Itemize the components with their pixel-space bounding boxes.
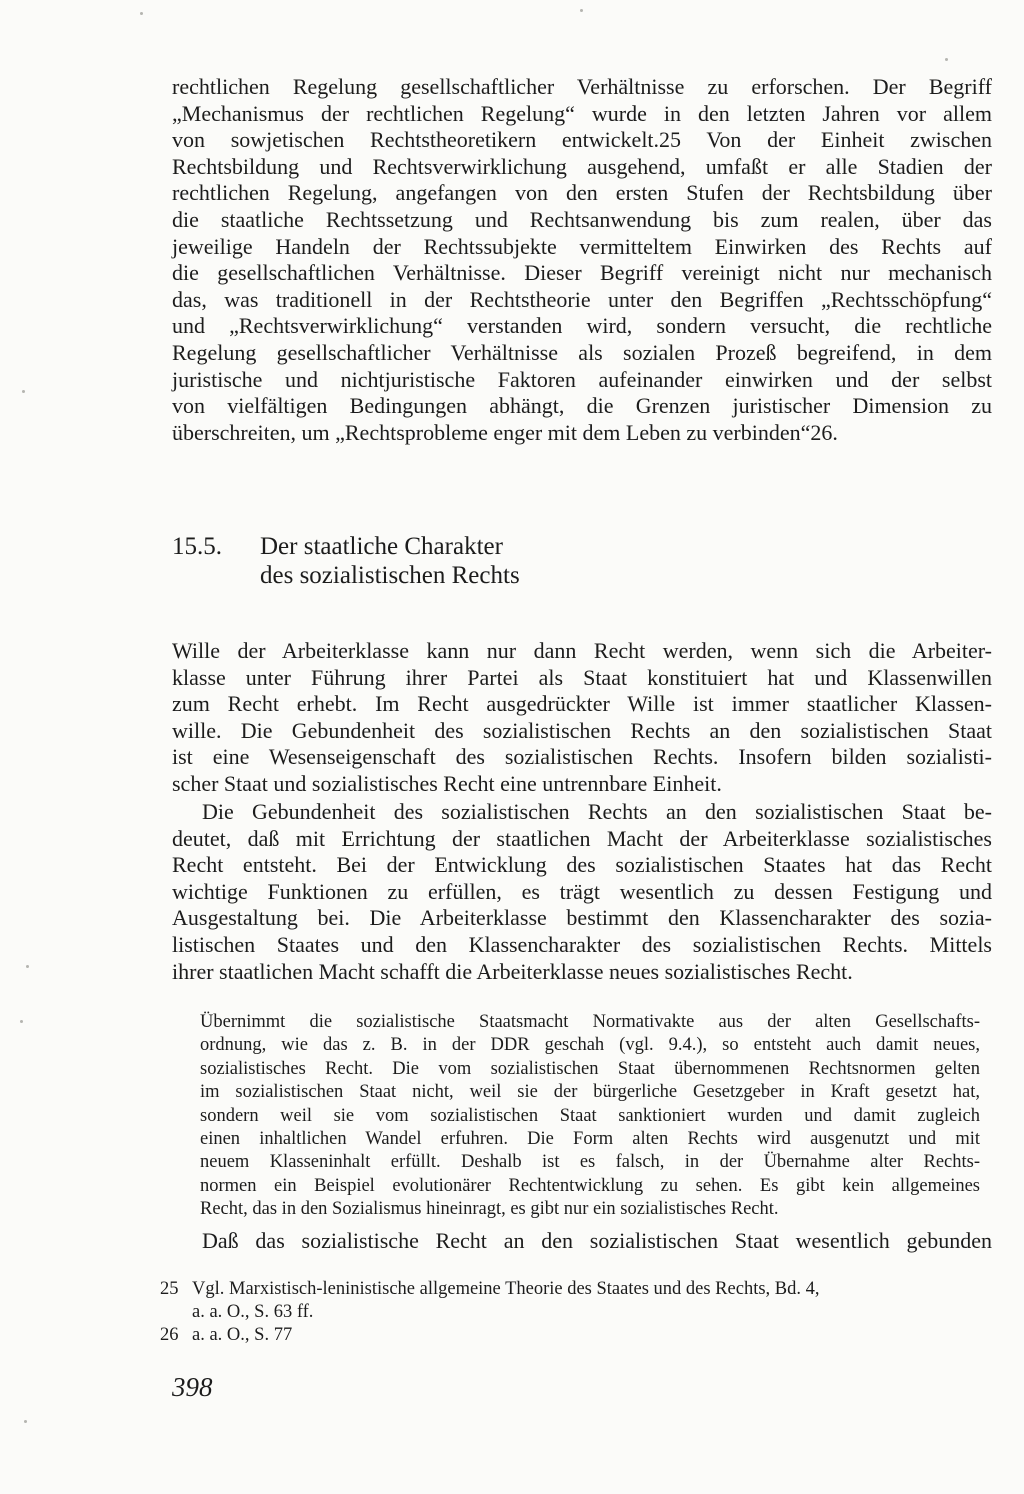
note-line: Übernimmt die sozialistische Staatsmacht Normativakte aus der alten Gesellschafts- (200, 1012, 980, 1032)
section-title (260, 532, 520, 590)
text-line: ihrer staatlichen Macht schafft die Arbeiterklasse neues sozialistisches Recht. (172, 958, 853, 984)
note-line: einen inhaltlichen Wandel erfuhren. Die Form alten Rechts wird ausgenutzt und mit (200, 1129, 980, 1150)
text-line: von vielfältigen Bedingungen abhängt, die Grenzen juristischer Dimension zu (172, 393, 992, 419)
text-line: Daß das sozialistische Recht an den sozialistischen Staat wesentlich gebunden (202, 1228, 992, 1253)
text-line: listischen Staates und den Klassencharakter des sozialistischen Rechts. Mittels (172, 931, 992, 957)
text-line: und „Rechtsverwirklichung“ verstanden wird, sondern versucht, die rechtliche (172, 313, 992, 339)
paragraph-3 (172, 799, 992, 985)
text-line: deutet, daß mit Errichtung der staatlichen Macht der Arbeiterklasse sozialistisches (172, 825, 992, 851)
small-print-note (200, 1011, 980, 1222)
note-line: neuem Klasseninhalt erfüllt. Deshalb ist es falsch, in der Übernahme alter Rechts- (200, 1152, 980, 1173)
text-line: juristische und nichtjuristische Faktoren aufeinander einwirken und der selbst (172, 366, 992, 392)
text-line: Ausgestaltung bei. Die Arbeiterklasse bestimmt den Klassencharakter des sozia- (172, 905, 992, 931)
text-line: klasse unter Führung ihrer Partei als Staat konstituiert hat und Klassenwillen (172, 664, 992, 690)
text-line: von sowjetischen Rechtstheoretikern entwickelt.25 Von der Einheit zwischen (172, 127, 992, 153)
text-line: wichtige Funktionen zu erfüllen, es trägt wesentlich zu dessen Festigung und (172, 878, 992, 904)
note-line: Recht, das in den Sozialismus hineinragt, es gibt nur ein sozialistisches Recht. (200, 1199, 779, 1220)
text-line: rechtlichen Regelung, angefangen von den ersten Stufen der Rechtsbildung über (172, 180, 992, 206)
text-line: Die Gebundenheit des sozialistischen Rechts an den sozialistischen Staat be- (202, 799, 992, 824)
text-line: rechtlichen Regelung gesellschaftlicher Verhältnisse zu erforschen. Der Begriff (172, 74, 992, 99)
text-line: Recht entsteht. Bei der Entwicklung des sozialistischen Staates hat das Recht (172, 852, 992, 878)
text-line: zum Recht erhebt. Im Recht ausgedrückter Wille ist immer staatlicher Klassen- (172, 691, 992, 717)
paragraph-2 (172, 638, 992, 798)
text-line: scher Staat und sozialistisches Recht eine untrennbare Einheit. (172, 770, 722, 796)
text-line: jeweilige Handeln der Rechtssubjekte vermitteltem Einwirken des Rechts auf (172, 233, 992, 259)
text-line: „Mechanismus der rechtlichen Regelung“ wurde in den letzten Jahren vor allem (172, 100, 992, 126)
text-line: Wille der Arbeiterklasse kann nur dann Recht werden, wenn sich die Arbeiter- (172, 638, 992, 663)
paragraph-4 (172, 1228, 992, 1255)
text-line: die staatliche Rechtssetzung und Rechtsanwendung bis zum realen, über das (172, 206, 992, 232)
section-title-line-1: Der staatliche Charakter (260, 533, 503, 560)
page-number: 398 (172, 1372, 213, 1402)
note-line: im sozialistischen Staat nicht, weil sie der bürgerliche Gesetzgeber in Kraft gesetzt hat, (200, 1082, 980, 1103)
text-line: Regelung gesellschaftlicher Verhältnisse als sozialen Prozeß begreifend, in dem (172, 339, 992, 365)
section-title-line-2: des sozialistischen Rechts (260, 562, 520, 589)
footnote-text: a. a. O., S. 63 ff. (192, 1302, 314, 1322)
note-line: sondern weil sie vom sozialistischen Staat sanktioniert wurden und damit zugleich (200, 1105, 980, 1126)
text-line: das, was traditionell in der Rechtstheorie unter den Begriffen „Rechtsschöpfung“ (172, 286, 992, 312)
text-line: ist eine Wesenseigenschaft des sozialistischen Rechts. Insofern bilden sozialisti- (172, 744, 992, 770)
text-line: überschreiten, um „Rechtsprobleme enger mit dem Leben zu verbinden“26. (172, 419, 838, 445)
footnotes (160, 1278, 990, 1347)
footnote-25 (160, 1278, 990, 1324)
text-line: wille. Die Gebundenheit des sozialistischen Rechts an den sozialistischen Staat (172, 717, 992, 743)
text-line: die gesellschaftlichen Verhältnisse. Dieser Begriff vereinigt nicht nur mechanisch (172, 260, 992, 286)
footnote-text: a. a. O., S. 77 (192, 1325, 293, 1345)
text-line: Rechtsbildung und Rechtsverwirklichung ausgehend, umfaßt er alle Stadien der (172, 153, 992, 179)
paragraph-1 (172, 74, 992, 446)
footnote-text: Vgl. Marxistisch-leninistische allgemeine Theorie des Staates und des Rechts, Bd. 4, (192, 1279, 820, 1299)
note-line: normen ein Beispiel evolutionärer Rechtentwicklung zu sehen. Es gibt kein allgemeines (200, 1175, 980, 1196)
note-line: sozialistisches Recht. Die vom sozialistischen Staat übernommenen Rechtsnormen gelten (200, 1058, 980, 1079)
footnote-number: 25 (160, 1279, 179, 1299)
note-line: ordnung, wie das z. B. in der DDR geschah (vgl. 9.4.), so entsteht auch damit neues, (200, 1035, 980, 1056)
footnote-number: 26 (160, 1325, 179, 1345)
footnote-26 (160, 1324, 990, 1347)
section-number: 15.5. (172, 533, 222, 560)
